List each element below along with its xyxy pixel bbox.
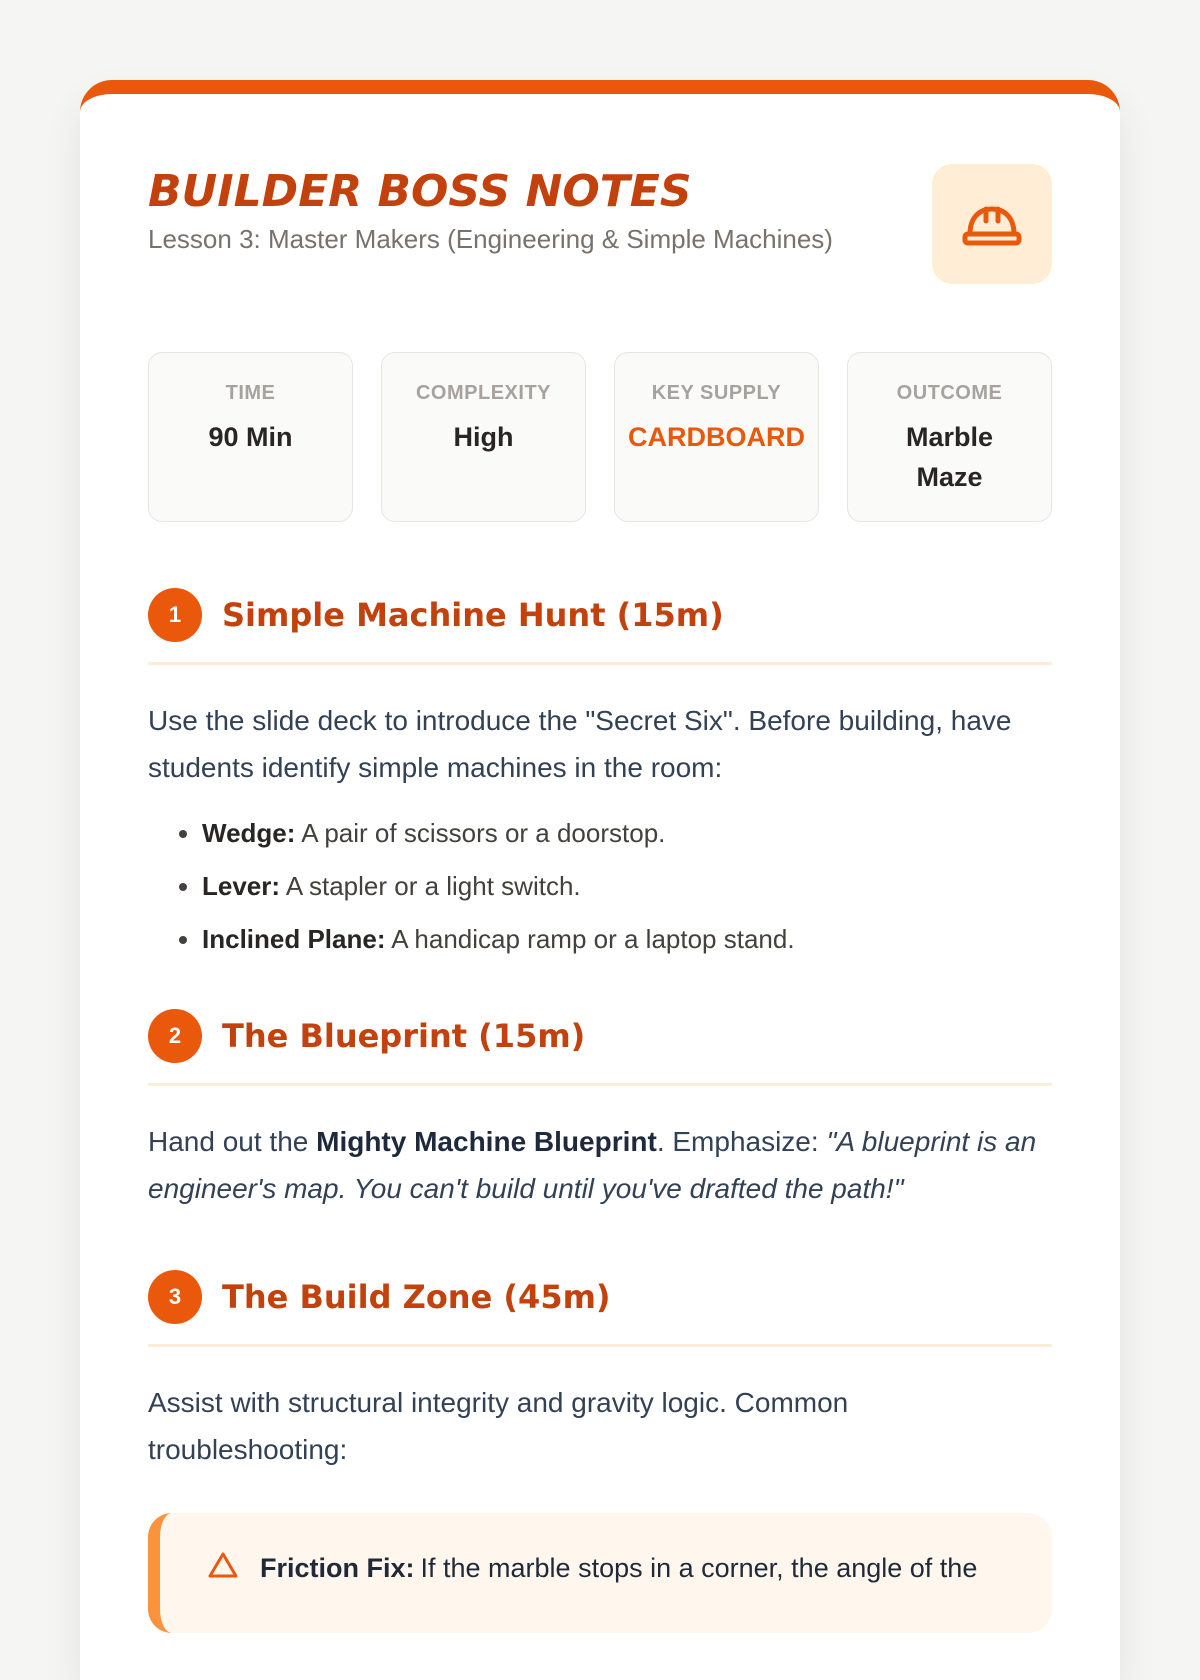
- blueprint-name: Mighty Machine Blueprint: [316, 1126, 657, 1157]
- section-3: [148, 1270, 1052, 1633]
- text-pre: Hand out the: [148, 1126, 317, 1157]
- stat-key-supply: [614, 352, 819, 522]
- section-text: Use the slide deck to introduce the "Secret Six". Before building, have students identify simple machines in the room:: [148, 705, 1012, 783]
- stat-complexity: [381, 352, 586, 522]
- step-number: 1: [148, 588, 202, 642]
- page-title: BUILDER BOSS NOTES: [148, 166, 692, 217]
- section-header: [148, 1009, 1052, 1086]
- list-item-term: Lever:: [202, 871, 281, 901]
- troubleshooting-tip: [148, 1513, 1052, 1633]
- list-item-term: Wedge:: [202, 818, 296, 848]
- section-text: Assist with structural integrity and gravity logic. Common troubleshooting:: [148, 1387, 849, 1465]
- step-number: 2: [148, 1009, 202, 1063]
- stat-value: High: [453, 422, 514, 452]
- section-1: [148, 588, 1052, 957]
- section-title: The Build Zone (45m): [222, 1278, 611, 1316]
- list-item-term: Inclined Plane:: [202, 924, 386, 954]
- text-mid: . Emphasize:: [656, 1126, 827, 1157]
- stat-value: CARDBOARD: [628, 422, 805, 452]
- stat-label: COMPLEXITY: [415, 382, 551, 404]
- tip-text: If the marble stops in a corner, the angle of the: [420, 1553, 978, 1583]
- stat-time: [148, 352, 353, 522]
- stat-value: 90 Min: [208, 422, 293, 452]
- section-text: [148, 1118, 1052, 1212]
- section-2: [148, 1009, 1052, 1212]
- header: [148, 164, 1052, 284]
- stat-value: Marble Maze: [905, 422, 994, 492]
- section-header: [148, 588, 1052, 665]
- stat-label: TIME: [225, 382, 276, 404]
- list-item: [202, 921, 1052, 957]
- tip-label: Friction Fix:: [260, 1553, 415, 1583]
- step-number: 3: [148, 1270, 202, 1324]
- stat-outcome: [847, 352, 1052, 522]
- section-title: The Blueprint (15m): [222, 1017, 586, 1055]
- stats-row: [148, 352, 1052, 522]
- machine-list: [202, 815, 1052, 957]
- list-item-desc: A stapler or a light switch.: [280, 871, 581, 901]
- blueprint-quote: "A blueprint is an engineer's map. You can't build until you've drafted the path!": [148, 1126, 1037, 1204]
- section-title: Simple Machine Hunt (15m): [222, 596, 724, 634]
- list-item: [202, 868, 1052, 904]
- list-item-desc: A handicap ramp or a laptop stand.: [385, 924, 795, 954]
- stat-label: OUTCOME: [896, 382, 1003, 404]
- hard-hat-icon: [932, 164, 1052, 284]
- notes-card: [80, 80, 1120, 1680]
- warning-icon: [208, 1551, 238, 1586]
- section-header: [148, 1270, 1052, 1347]
- list-item: [202, 815, 1052, 851]
- stat-label: KEY SUPPLY: [651, 382, 782, 404]
- page-subtitle: Lesson 3: Master Makers (Engineering & Simple Machines): [148, 224, 833, 254]
- list-item-desc: A pair of scissors or a doorstop.: [295, 818, 666, 848]
